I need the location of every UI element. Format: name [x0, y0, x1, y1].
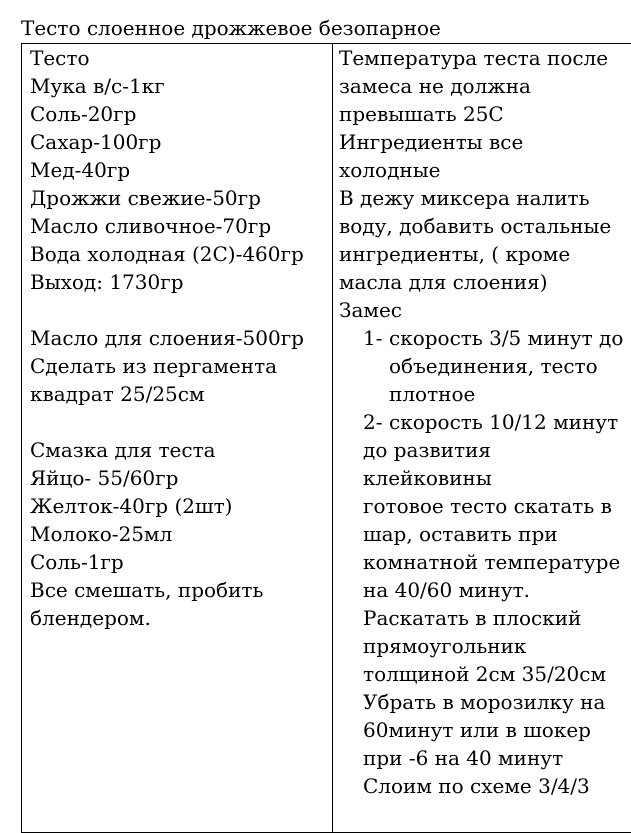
step-number: 2- — [363, 410, 383, 434]
method-text: 60минут или в шокер — [363, 718, 591, 742]
ingredients-column — [30, 44, 328, 632]
method-text: замеса не должна — [339, 74, 531, 98]
method-text: шар, оставить при — [363, 522, 558, 546]
method-text: холодные — [339, 158, 441, 182]
method-text: при -6 на 40 минут — [363, 746, 564, 770]
lamination-note: квадрат 25/25см — [30, 382, 205, 406]
ingredient-flour: Мука в/с-1кг — [30, 74, 165, 98]
lamination-note: Сделать из пергамента — [30, 354, 278, 378]
method-text: толщиной 2см 35/20см — [363, 662, 607, 686]
step-text: клейковины — [363, 466, 492, 490]
yield-line: Выход: 1730гр — [30, 270, 184, 294]
method-text: В дежу миксера налить — [339, 186, 590, 210]
step-text: до развития — [363, 438, 491, 462]
glaze-salt: Соль-1гр — [30, 550, 124, 574]
column-divider — [332, 44, 333, 832]
method-text: ингредиенты, ( кроме — [339, 242, 571, 266]
glaze-egg: Яйцо- 55/60гр — [30, 466, 179, 490]
step-text: плотное — [389, 382, 476, 406]
glaze-instruction: Все смешать, пробить — [30, 578, 264, 602]
step-text: скорость 3/5 минут до — [389, 326, 624, 350]
method-text: масла для слоения) — [339, 270, 548, 294]
method-text: Раскатать в плоский — [363, 606, 582, 630]
layering-scheme: Слоим по схеме 3/4/3 — [363, 774, 590, 798]
step-text: скорость 10/12 минут — [389, 410, 619, 434]
ingredient-salt: Соль-20гр — [30, 102, 137, 126]
method-text: прямоугольник — [363, 634, 527, 658]
mixing-heading: Замес — [339, 298, 402, 322]
mixing-step-2 — [363, 408, 631, 436]
glaze-instruction: блендером. — [30, 606, 151, 630]
glaze-heading: Смазка для теста — [30, 438, 216, 462]
method-text: воду, добавить остальные — [339, 214, 612, 238]
ingredient-water: Вода холодная (2С)-460гр — [30, 242, 304, 266]
step-number: 1- — [363, 326, 383, 350]
method-text: Температура теста после — [339, 46, 609, 70]
ingredient-honey: Мед-40гр — [30, 158, 131, 182]
method-column — [339, 44, 631, 800]
ingredient-yeast: Дрожжи свежие-50гр — [30, 186, 261, 210]
document-title: Тесто слоенное дрожжевое безопарное — [21, 16, 441, 40]
lamination-butter: Масло для слоения-500гр — [30, 326, 304, 350]
spacer — [30, 408, 328, 436]
ingredient-sugar: Сахар-100гр — [30, 130, 162, 154]
method-text: Ингредиенты все — [339, 130, 524, 154]
dough-heading: Тесто — [30, 46, 90, 70]
glaze-milk: Молоко-25мл — [30, 522, 173, 546]
step-text: объединения, тесто — [389, 354, 598, 378]
method-text: Убрать в морозилку на — [363, 690, 606, 714]
ingredient-butter: Масло сливочное-70гр — [30, 214, 272, 238]
method-text: готовое тесто скатать в — [363, 494, 612, 518]
mixing-step-2-continued — [363, 436, 631, 800]
recipe-table — [21, 43, 631, 833]
glaze-yolk: Желток-40гр (2шт) — [30, 494, 233, 518]
method-text: превышать 25С — [339, 102, 504, 126]
mixing-step-1 — [363, 324, 631, 408]
method-text: на 40/60 минут. — [363, 578, 531, 602]
spacer — [30, 296, 328, 324]
method-text: комнатной температуре — [363, 550, 621, 574]
